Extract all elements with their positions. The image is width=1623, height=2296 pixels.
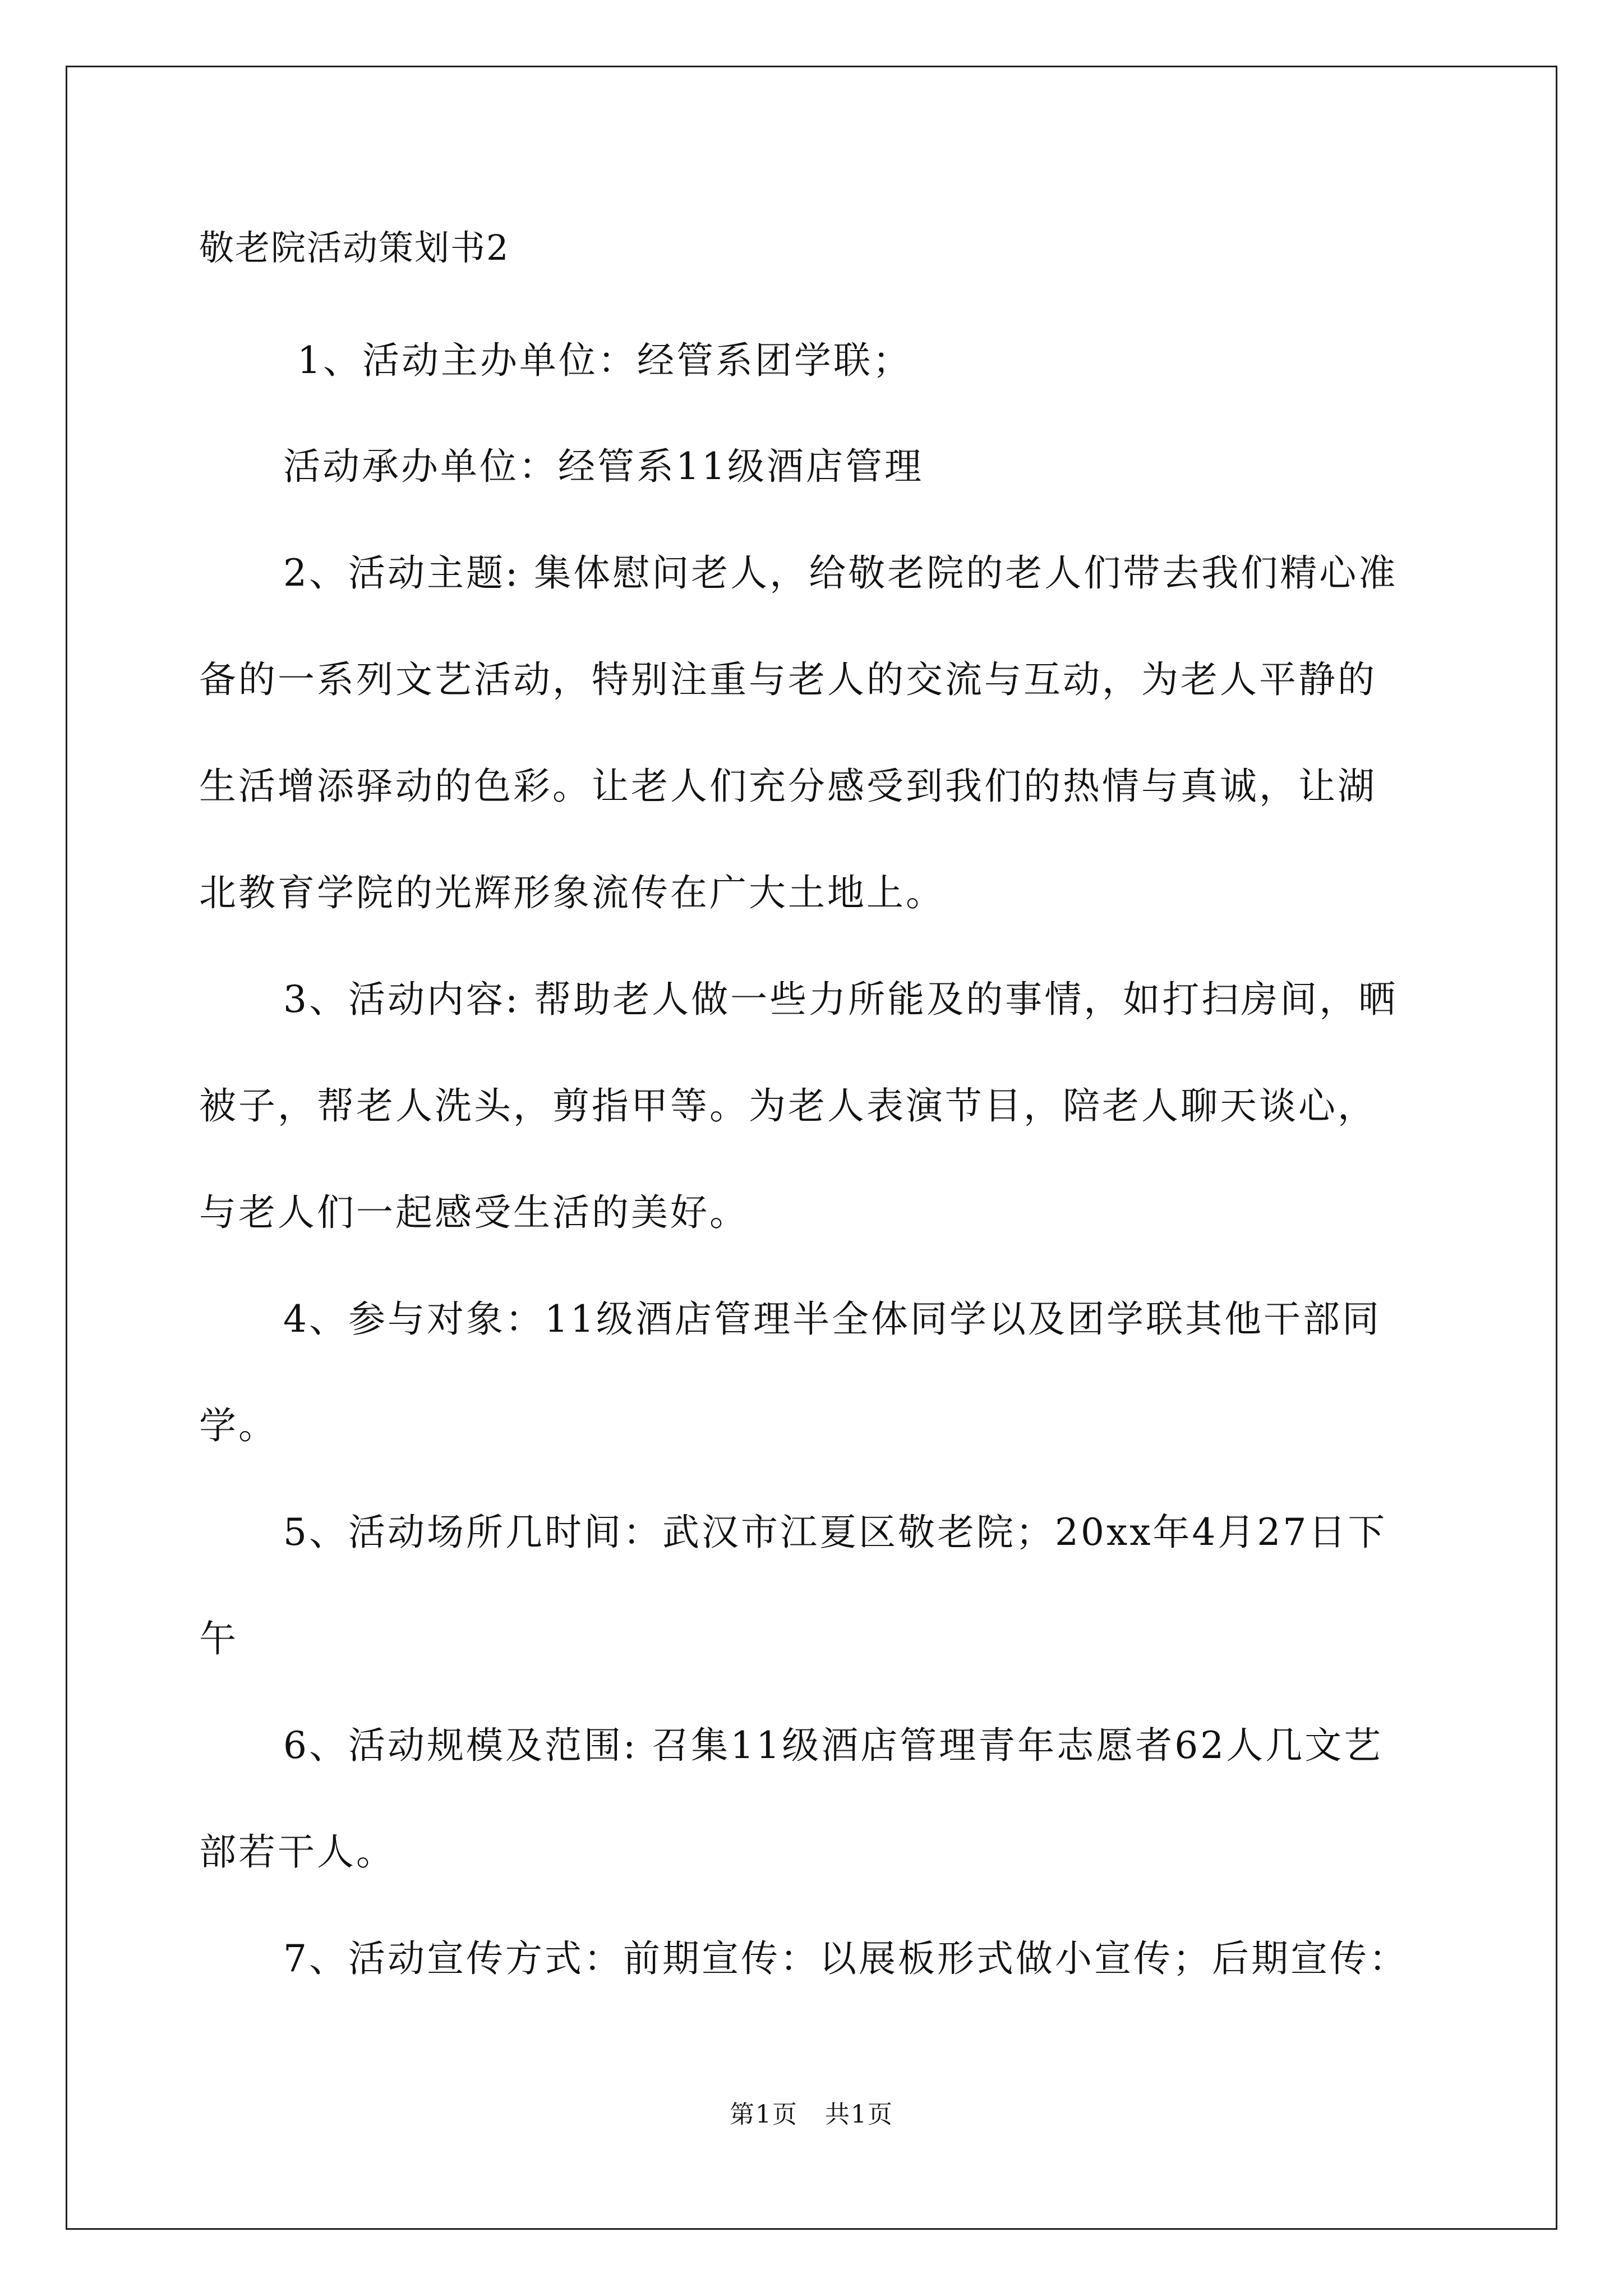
line-6: 北教育学院的光辉形象流传在广大土地上。 <box>199 871 945 914</box>
line-14: 6、活动规模及范围: 召集11级酒店管理青年志愿者62人几文艺 <box>283 1724 1384 1767</box>
line-4: 备的一系列文艺活动，特别注重与老人的交流与互动，为老人平静的 <box>199 658 1377 701</box>
line-15: 部若干人。 <box>199 1830 395 1874</box>
line-9: 与老人们一起感受生活的美好。 <box>199 1191 749 1234</box>
line-2: 活动承办单位：经管系11级酒店管理 <box>283 445 924 488</box>
line-11: 学。 <box>199 1404 278 1447</box>
line-5: 生活增添驿动的色彩。让老人们充分感受到我们的热情与真诚，让湖 <box>199 765 1377 808</box>
page-border <box>66 66 1557 2230</box>
line-12: 5、活动场所几时间：武汉市江夏区敬老院；20xx年4月27日下 <box>283 1511 1387 1554</box>
line-1: 1、活动主办单位：经管系团学联； <box>297 339 912 382</box>
line-13: 午 <box>199 1617 238 1660</box>
document-title: 敬老院活动策划书2 <box>199 227 510 268</box>
line-7: 3、活动内容: 帮助老人做一些力所能及的事情，如打扫房间，晒 <box>283 978 1398 1021</box>
page-footer: 第1页 共1页 <box>730 2100 893 2129</box>
line-16: 7、活动宣传方式：前期宣传：以展板形式做小宣传；后期宣传： <box>283 1937 1408 1980</box>
line-8: 被子，帮老人洗头，剪指甲等。为老人表演节目，陪老人聊天谈心， <box>199 1084 1377 1128</box>
line-3: 2、活动主题: 集体慰问老人，给敬老院的老人们带去我们精心准 <box>283 551 1398 595</box>
line-10: 4、参与对象：11级酒店管理半全体同学以及团学联其他干部同 <box>283 1297 1381 1341</box>
